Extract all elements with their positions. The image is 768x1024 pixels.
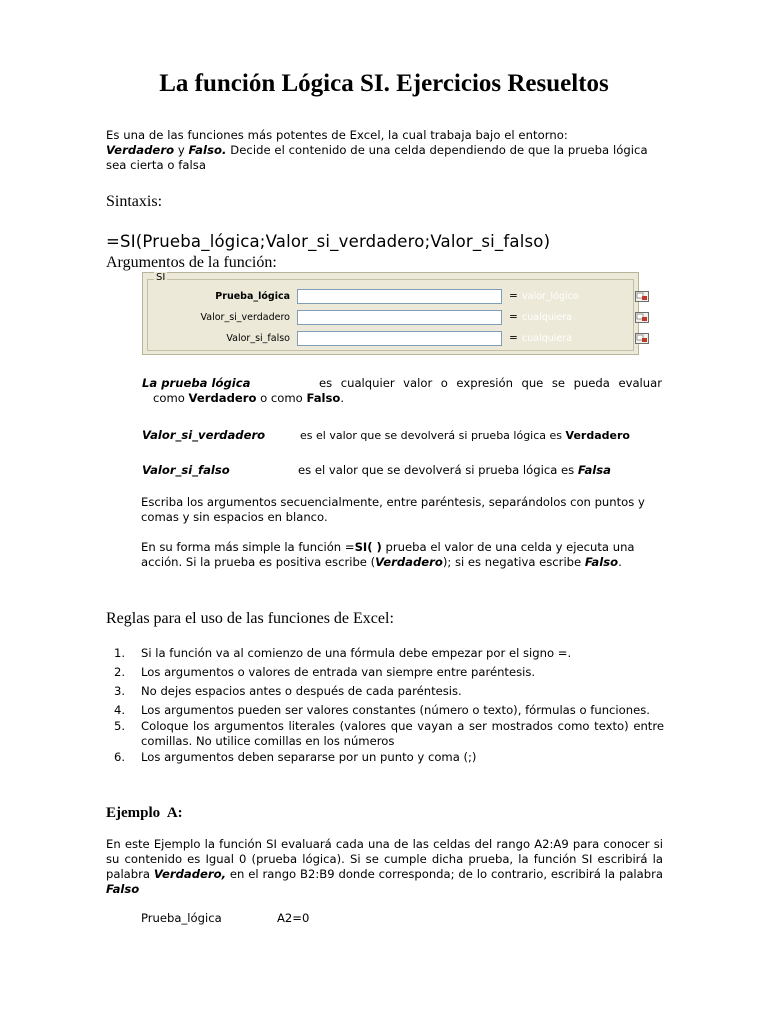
list-item: 4. Los argumentos pueden ser valores constantes (número o texto), fórmulas o funciones. xyxy=(114,703,650,717)
example-prueba-value: A2=0 xyxy=(277,911,310,925)
term-valor-si-verdadero: Valor_si_verdadero xyxy=(142,428,266,442)
dialog-frame xyxy=(147,272,634,351)
dialog-legend: SI xyxy=(156,272,166,283)
definition-valor-si-falso xyxy=(142,463,662,478)
syntax-formula: =SI(Prueba_lógica;Valor_si_verdadero;Valor_si_falso) xyxy=(106,232,551,251)
arg-label: Valor_si_verdadero xyxy=(200,312,290,323)
sintaxis-heading: Sintaxis: xyxy=(106,193,163,210)
collapse-dialog-icon[interactable] xyxy=(635,333,649,344)
definition-valor-si-verdadero xyxy=(142,428,662,443)
example-paragraph: En este Ejemplo la función SI evaluará cada una de las celdas del rango A2:A9 para conocer si su contenido es Igual 0 (prueba lógica). Si se cumple dicha prueba, la función SI escribirá la palabra Verdadero, en el rango B2:B9 donde corresponda; de lo contrario, escribirá la palabra Falso xyxy=(106,837,663,896)
collapse-dialog-icon[interactable] xyxy=(635,312,649,323)
arg-result-value: cualquiera xyxy=(522,312,572,323)
list-item: 6. Los argumentos deben separarse por un punto y coma (;) xyxy=(114,750,477,764)
rules-list xyxy=(106,646,664,769)
valor-si-falso-input[interactable] xyxy=(297,331,502,346)
arguments-heading: Argumentos de la función: xyxy=(106,254,277,271)
list-item: 5. Coloque los argumentos literales (valores que vayan a ser mostrados como texto) entre comillas. No utilice comillas en los números xyxy=(114,719,664,748)
paragraph-arguments: Escriba los argumentos secuencialmente, entre paréntesis, separándolos con puntos y comas y sin espacios en blanco. xyxy=(141,495,645,524)
example-heading: Ejemplo A: xyxy=(106,805,183,821)
arg-result-value: cualquiera xyxy=(522,333,572,344)
function-arguments-dialog xyxy=(142,272,639,355)
prueba-logica-input[interactable] xyxy=(297,289,502,304)
definition-text: es el valor que se devolverá si prueba lógica es Verdadero xyxy=(300,429,630,442)
example-prueba-label: Prueba_lógica xyxy=(141,911,222,925)
term-prueba-logica: La prueba lógica xyxy=(142,376,251,390)
page-title: La función Lógica SI. Ejercicios Resueltos xyxy=(159,70,609,97)
list-item: 2. Los argumentos o valores de entrada van siempre entre paréntesis. xyxy=(114,665,536,679)
equals-sign: = xyxy=(509,332,518,344)
list-item: 3. No dejes espacios antes o después de cada paréntesis. xyxy=(114,684,462,698)
definition-text: es cualquier valor o expresión que se pueda evaluar xyxy=(319,376,662,390)
equals-sign: = xyxy=(509,311,518,323)
arg-result-value: valor_lógico xyxy=(522,291,579,302)
equals-sign: = xyxy=(509,290,518,302)
valor-si-verdadero-input[interactable] xyxy=(297,310,502,325)
collapse-dialog-icon[interactable] xyxy=(635,291,649,302)
paragraph-simple-form: En su forma más simple la función =SI( ) prueba el valor de una celda y ejecuta una acción. Si la prueba es positiva escribe (Verdadero); si es negativa escribe Falso. xyxy=(141,540,635,569)
intro-paragraph: Es una de las funciones más potentes de Excel, la cual trabaja bajo el entorno: Verdadero y Falso. Decide el contenido de una celda dependiendo de que la prueba lógica sea cierta o falsa xyxy=(106,128,648,172)
definition-text: es el valor que se devolverá si prueba lógica es Falsa xyxy=(298,463,611,477)
term-valor-si-falso: Valor_si_falso xyxy=(142,463,230,477)
arg-label: Valor_si_falso xyxy=(226,333,290,344)
definition-prueba-logica: La prueba lógica es cualquier valor o expresión que se pueda evaluar como Verdadero o como Falso. xyxy=(142,376,662,405)
list-item: 1. Si la función va al comienzo de una fórmula debe empezar por el signo =. xyxy=(114,646,572,660)
rules-heading: Reglas para el uso de las funciones de Excel: xyxy=(106,610,394,627)
arg-label: Prueba_lógica xyxy=(215,291,290,302)
